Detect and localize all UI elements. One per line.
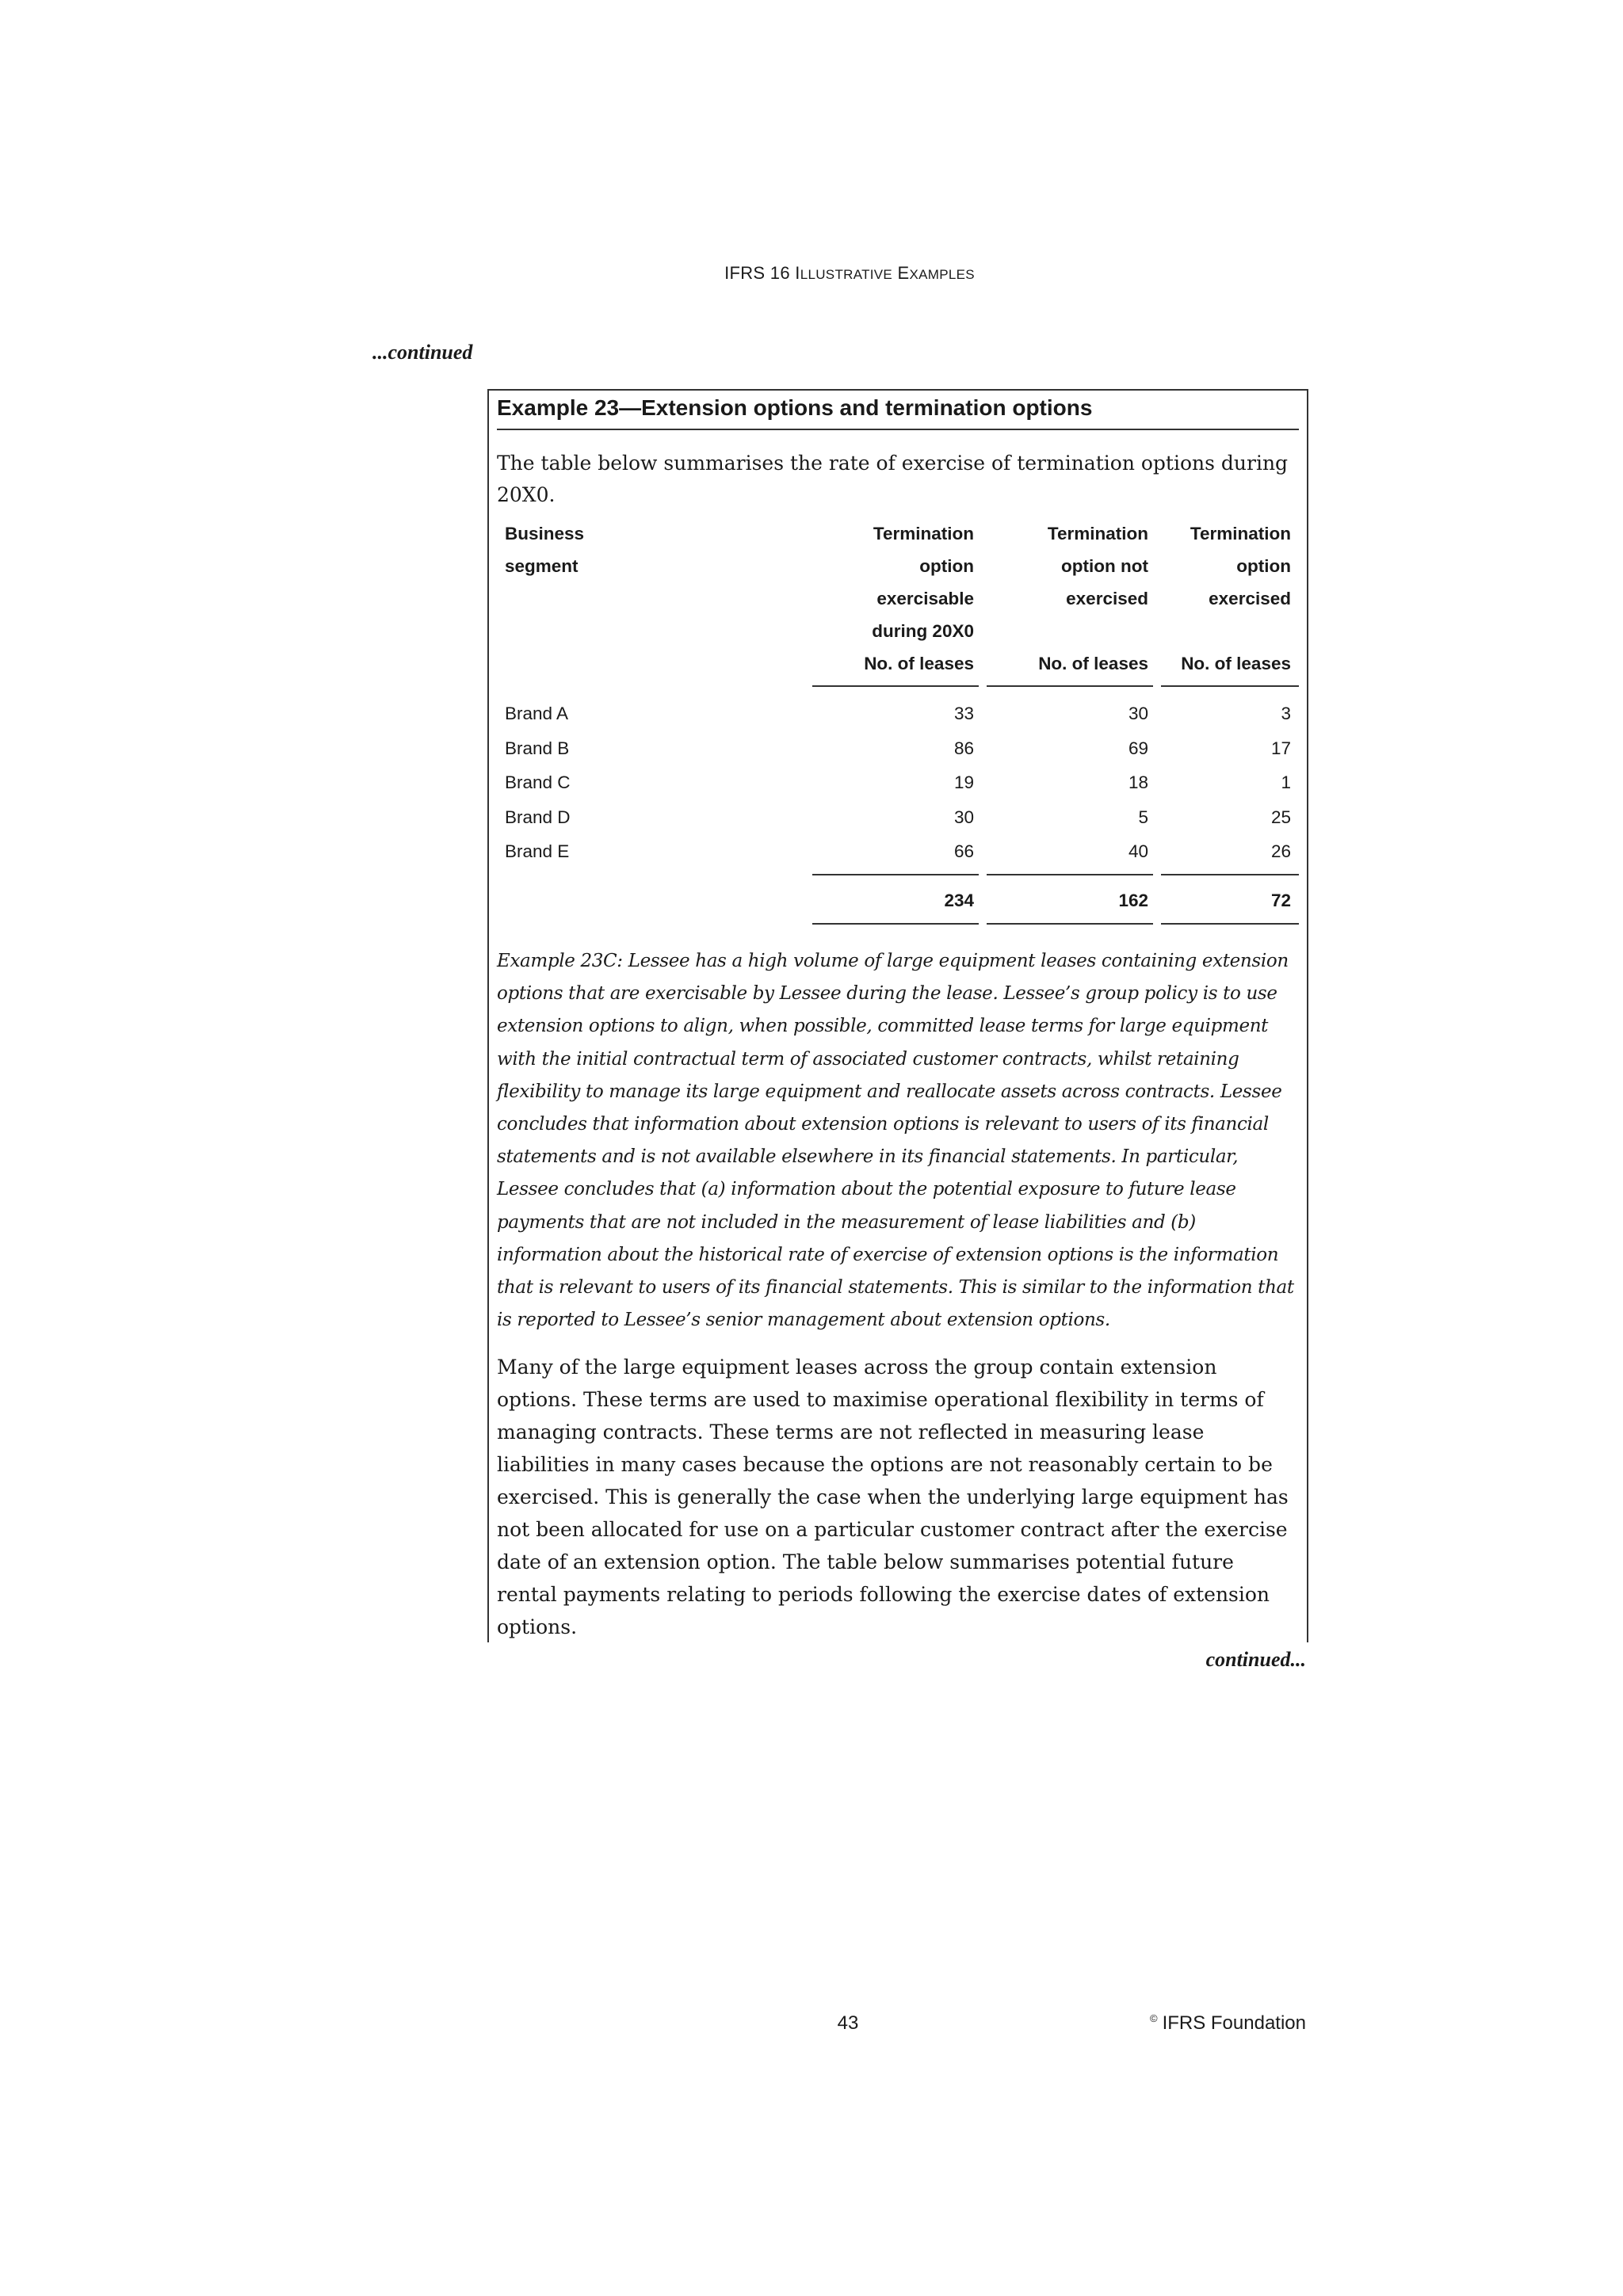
table-row: Brand C 19 18 1 [505, 772, 1291, 792]
copyright-text: IFRS Foundation [1162, 2012, 1306, 2034]
table-row: Brand B 86 69 17 [505, 738, 1291, 758]
total-rule [987, 874, 1153, 875]
total-row: 234 162 72 [944, 891, 1291, 910]
example-23c-paragraph: Example 23C: Lessee has a high volume of large equipment leases containing extension options that are exercisable by Lessee during the lease. Lessee’s group policy is to use extension options to align, when possible, committed lease terms for large equipment with the initial contractual term of associated customer contracts, whilst retaining flexibility to manage its large equipment and reallocate assets across contracts. Lessee concludes that information about extension options is relevant to users of its financial statements and is not available elsewhere in its financial statements. In particular, Lessee concludes that (a) information about the potential exposure to future lease payments that are not included in the measurement of lease liabilities and (b) information about the historical rate of exercise of extension options is the information that is relevant to users of its financial statements. This is similar to the information that is reported to Lessee’s senior management about extension options. [497, 951, 1294, 1331]
header-rule [812, 685, 979, 687]
total-rule [812, 874, 979, 875]
col-not-exercised-header: Termination option not exercised [1047, 524, 1148, 608]
col-exercisable-header: Termination option exercisable during 20X0 [872, 524, 974, 641]
continued-marker-bottom: continued... [1205, 1648, 1306, 1671]
unit-label: No. of leases [864, 654, 974, 673]
unit-label: No. of leases [1038, 654, 1148, 673]
total-underline [812, 923, 979, 925]
example-title: Example 23—Extension options and termination options [497, 391, 1299, 430]
continued-marker-top: ...continued [372, 341, 473, 364]
example-intro: The table below summarises the rate of exercise of termination options during 20X0. [497, 452, 1289, 506]
disclosure-paragraph: Many of the large equipment leases across the group contain extension options. These terms are used to maximise operational flexibility in terms of managing contracts. These terms are not reflected in measuring lease liabilities in many cases because the options are not reasonably certain to be exercised. This is generally the case when the underlying large equipment has not been allocated for use on a particular customer contract after the exercise date of an extension option. The table below summarises potential future rental payments relating to periods following the exercise dates of extension options. [497, 1356, 1289, 1638]
col-exercised-header: Termination option exercised [1190, 524, 1291, 608]
header-rule [987, 685, 1153, 687]
page-number: 43 [837, 2012, 859, 2034]
example-box [487, 389, 1308, 1642]
running-header-standard: IFRS 16 [724, 263, 790, 283]
table-row: Brand E 66 40 26 [505, 841, 1291, 861]
unit-label: No. of leases [1181, 654, 1291, 673]
copyright-symbol: © [1149, 2012, 1158, 2024]
table-row: Brand A 33 30 3 [505, 704, 1291, 723]
segment-header: Business segment [505, 524, 585, 576]
table-row: Brand D 30 5 25 [505, 807, 1291, 827]
total-rule [1161, 874, 1299, 875]
copyright-notice [1109, 2012, 1306, 2035]
total-underline [987, 923, 1153, 925]
total-underline [1161, 923, 1299, 925]
header-rule [1161, 685, 1299, 687]
running-header: IFRS 16 ILLUSTRATIVE EXAMPLES [724, 263, 975, 283]
